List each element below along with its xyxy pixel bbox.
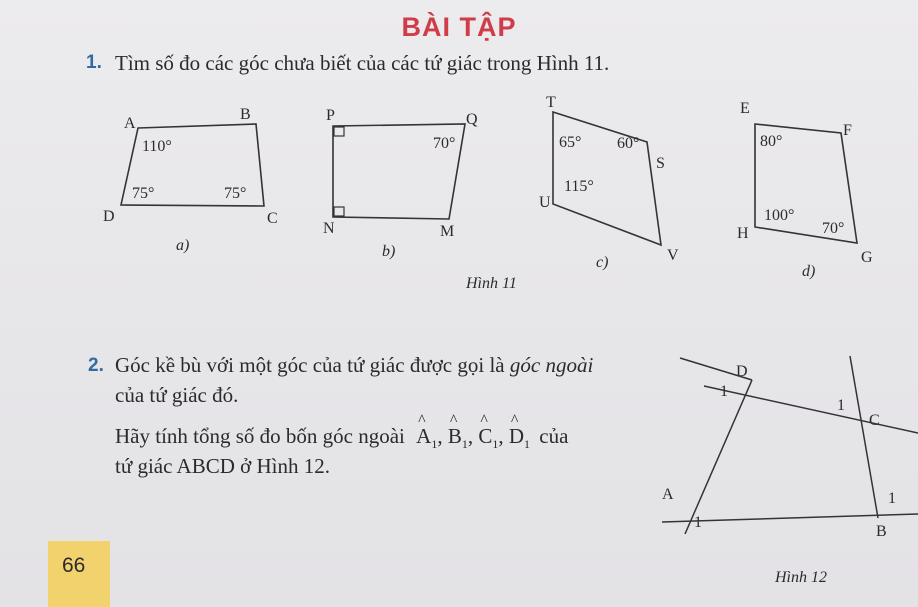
exercise-2-line-3-end: của: [539, 424, 569, 448]
vertex-m: M: [440, 223, 455, 240]
fig12-vertex-b: B: [876, 523, 887, 540]
separator: ,: [467, 424, 474, 448]
fig12-vertex-c: C: [869, 412, 880, 429]
right-angle-mark-p: [334, 127, 344, 136]
angle-b1-letter: B: [447, 424, 462, 448]
exercise-2-line-3: [115, 412, 569, 452]
sublabel-b: b): [382, 243, 396, 260]
exercise-2-line-4: tứ giác ABCD ở Hình 12.: [115, 454, 330, 478]
vertex-d: D: [103, 208, 115, 225]
vertex-p: P: [326, 107, 335, 124]
sublabel-d: d): [802, 263, 816, 280]
angle-b1-sub: 1: [461, 437, 468, 452]
angle-label-t-65: 65°: [559, 134, 582, 151]
vertex-h: H: [737, 225, 749, 242]
right-angle-mark-n: [334, 207, 344, 216]
separator: ,: [498, 424, 504, 448]
exercise-1-text: Tìm số đo các góc chưa biết của các tứ giác trong Hình 11.: [115, 51, 610, 75]
exercise-2-line-1-text: Góc kề bù với một góc của tứ giác được gọi là: [115, 353, 510, 377]
section-title: BÀI TẬP: [401, 12, 517, 42]
fig12-angle-d1: 1: [720, 383, 728, 400]
angle-label-u-115: 115°: [564, 178, 594, 195]
exercise-2-line-3-text: Hãy tính tổng số đo bốn góc ngoài: [115, 424, 405, 448]
exercise-2-line-2: của tứ giác đó.: [115, 383, 239, 407]
angle-d1-sub: 1: [524, 437, 531, 452]
line-bc-extended: [850, 356, 878, 518]
angle-label-g-70: 70°: [822, 220, 845, 237]
page-number: 66: [62, 554, 86, 577]
angle-a1-sub: 1: [431, 437, 438, 452]
angle-label-e-80: 80°: [760, 133, 783, 150]
angle-a1-symbol: ^ $A_1$: [416, 412, 438, 452]
vertex-a: A: [124, 115, 136, 132]
angle-d1-letter: D: [508, 424, 525, 448]
term-goc-ngoai: góc ngoài: [509, 353, 594, 377]
vertex-b: B: [240, 106, 251, 123]
exercise-1-number: 1.: [86, 52, 102, 73]
fig12-vertex-d: D: [736, 363, 748, 380]
vertex-e: E: [740, 100, 750, 117]
vertex-g: G: [861, 249, 873, 266]
angle-c1-letter: C: [478, 424, 493, 448]
angle-label-h-100: 100°: [764, 207, 795, 224]
vertex-n: N: [323, 220, 335, 237]
vertex-c: C: [267, 210, 278, 227]
exercise-2-line-1: [115, 353, 593, 378]
line-cd-extended: [704, 386, 918, 433]
angle-label-c-75: 75°: [224, 185, 247, 202]
vertex-f: F: [843, 122, 852, 139]
fig12-angle-c1: 1: [837, 397, 845, 414]
separator: ,: [437, 424, 443, 448]
page-number-tab: [48, 541, 110, 607]
angle-label-d-75: 75°: [132, 185, 155, 202]
angle-label-q-70: 70°: [433, 135, 456, 152]
fig12-angle-a1: 1: [694, 514, 702, 531]
angle-c1-symbol: ^ $C_1$: [478, 412, 499, 452]
figure-11-caption: Hình 11: [466, 275, 517, 292]
sublabel-a: a): [176, 237, 190, 254]
fig12-vertex-a: A: [662, 486, 674, 503]
vertex-q: Q: [466, 111, 478, 128]
vertex-s: S: [656, 155, 665, 172]
angle-c1-sub: 1: [492, 437, 499, 452]
angle-label-a-110: 110°: [142, 138, 172, 155]
angle-d1-symbol: ^ $D_1$: [508, 412, 531, 452]
angle-a1-letter: A: [416, 424, 432, 448]
vertex-v: V: [667, 247, 679, 264]
sublabel-c: c): [596, 254, 609, 271]
fig12-angle-b1: 1: [888, 490, 896, 507]
figure-12-caption: Hình 12: [775, 569, 827, 586]
line-ad-extended: [685, 380, 752, 534]
angle-b1-symbol: ^ $B_1$: [447, 412, 468, 452]
vertex-u: U: [539, 194, 551, 211]
exercise-2-number: 2.: [88, 355, 104, 376]
angle-label-s-60: 60°: [617, 135, 640, 152]
vertex-t: T: [546, 94, 556, 111]
